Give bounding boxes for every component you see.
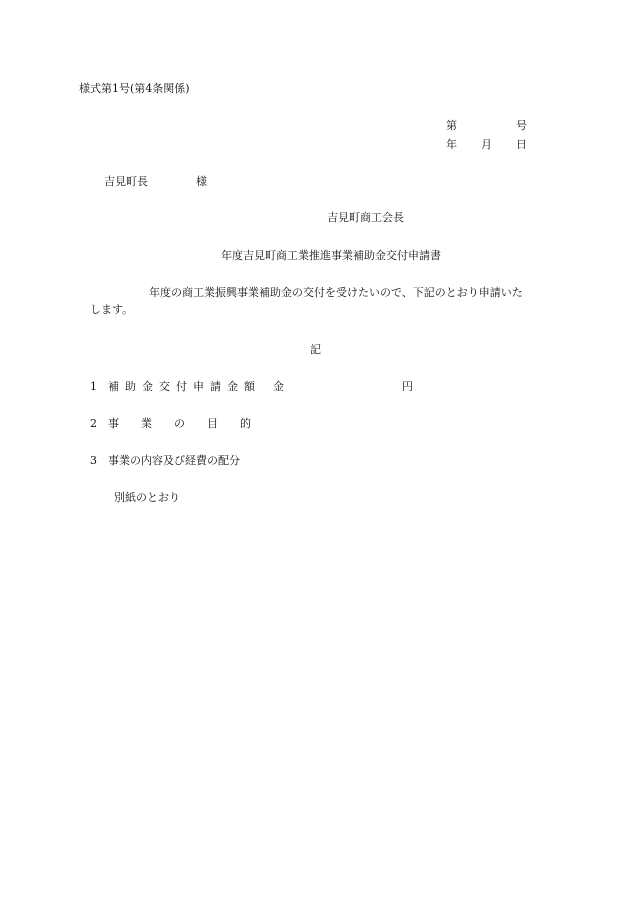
- doc-number-prefix: 第: [446, 119, 457, 132]
- item-1-value-suffix: 円: [402, 380, 413, 393]
- body-line-1: 年度の商工業振興事業補助金の交付を受けたいので、下記のとおり申請いた: [149, 286, 523, 299]
- addressee-honorific: 様: [196, 175, 207, 188]
- item-3-number: 3: [90, 454, 97, 467]
- item-1-number: 1: [90, 380, 97, 393]
- body-line-2: します。: [90, 303, 134, 316]
- item-2-number: 2: [90, 417, 97, 430]
- item-2-label: 事業の目的: [108, 417, 273, 430]
- ki-heading: 記: [310, 343, 321, 356]
- date-year: 年: [446, 138, 457, 151]
- item-1-label: 補助金交付申請金額: [108, 380, 261, 393]
- document-title: 年度吉見町商工業推進事業補助金交付申請書: [221, 249, 441, 262]
- addressee-name: 吉見町長: [104, 175, 148, 188]
- date-month: 月: [481, 138, 492, 151]
- item-1-value-prefix: 金: [273, 380, 284, 393]
- sender: 吉見町商工会長: [327, 211, 404, 224]
- item-3-label: 事業の内容及び経費の配分: [108, 454, 240, 467]
- date-day: 日: [516, 138, 527, 151]
- form-number: 様式第1号(第4条関係): [79, 82, 190, 95]
- doc-number-suffix: 号: [516, 119, 527, 132]
- item-3-note: 別紙のとおり: [114, 491, 180, 504]
